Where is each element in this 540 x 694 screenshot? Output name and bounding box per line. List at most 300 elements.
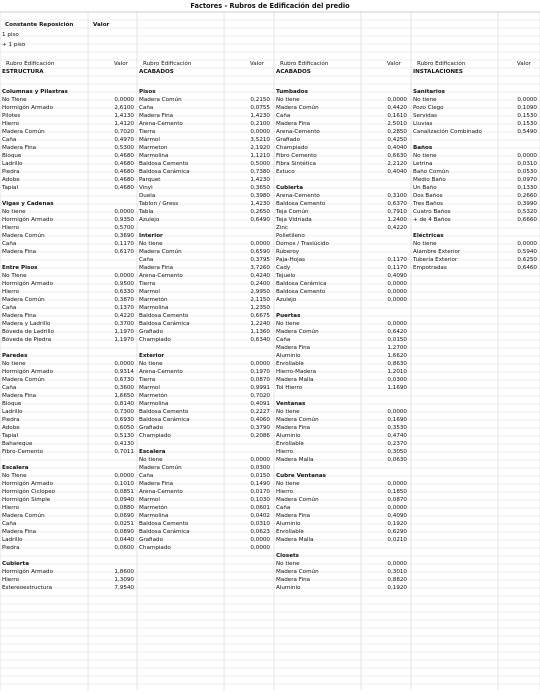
factor-label: Caña	[2, 241, 17, 247]
factor-row	[137, 304, 274, 312]
factor-value: 0,0000	[114, 209, 134, 215]
factor-label: Madera y Ladrillo	[2, 321, 51, 327]
factor-row	[137, 488, 274, 496]
factor-value: 0,0000	[387, 561, 407, 567]
factor-value: 0,2100	[250, 121, 270, 127]
factor-label: Madera Fina	[2, 249, 37, 255]
factor-label: Caña	[139, 105, 154, 111]
factor-label: Polietileno	[276, 233, 305, 239]
factor-label: No Tiene	[2, 273, 27, 279]
factor-value: 0,4420	[387, 105, 407, 111]
factor-row	[0, 568, 137, 576]
factor-label: Baldosa Cerámica	[139, 169, 190, 175]
group-title-label: Escalera	[139, 449, 166, 455]
factor-value: 0,0000	[387, 297, 407, 303]
factor-label: Mármol	[139, 137, 160, 143]
factor-label: Marmetón	[139, 505, 168, 511]
factor-label: Hierro	[276, 489, 294, 495]
factor-value: 0,7300	[114, 409, 134, 415]
factor-value: 0,1690	[387, 417, 407, 423]
factor-value: 0,0000	[250, 545, 270, 551]
factor-value: 0,0870	[387, 497, 407, 503]
factor-row	[411, 160, 540, 168]
factor-label: Fibro Cemento	[276, 153, 317, 159]
factor-value: 0,0210	[387, 537, 407, 543]
factor-row	[274, 96, 411, 104]
column-header	[137, 60, 274, 68]
factor-value: 0,4680	[114, 153, 134, 159]
factor-label: Estereoestructura	[2, 585, 53, 591]
factor-value: 1,1970	[114, 337, 134, 343]
factor-label: Alambre Exterior	[413, 249, 461, 255]
factor-label: Marmolina	[139, 401, 169, 407]
factor-label: Baldosa Cerámica	[276, 281, 327, 287]
column-header-value: Valor	[386, 61, 401, 67]
factor-value: 0,0601	[250, 505, 270, 511]
factor-row	[137, 400, 274, 408]
factor-label: Madera Común	[276, 417, 319, 423]
factor-label: Arena-Cemento	[139, 273, 183, 279]
factor-row	[274, 440, 411, 448]
factor-label: Baldosa Cerámica	[139, 417, 190, 423]
factor-row	[137, 216, 274, 224]
factor-value: 0,3990	[517, 201, 537, 207]
factor-value: 0,4090	[387, 273, 407, 279]
factor-label: Caña	[2, 137, 17, 143]
factor-row	[0, 520, 137, 528]
factor-label: Piedra	[2, 545, 20, 551]
factor-label: Tabla	[139, 209, 154, 215]
factor-value: 0,3795	[250, 257, 270, 263]
factor-row	[274, 232, 411, 240]
factor-value: 0,6290	[387, 529, 407, 535]
factor-value: 0,0000	[114, 273, 134, 279]
factor-label: Lluvias	[413, 121, 433, 127]
section-title	[0, 68, 137, 76]
factor-row	[274, 352, 411, 360]
factor-value: 0,9500	[114, 281, 134, 287]
section-title-label: ACABADOS	[139, 69, 174, 75]
reposicion-header-value: Valor	[93, 22, 110, 28]
factor-label: Madera Común	[2, 233, 45, 239]
factor-value: 0,6590	[250, 249, 270, 255]
factor-label: Madera Fina	[276, 577, 311, 583]
factor-row	[274, 328, 411, 336]
factor-row	[0, 392, 137, 400]
factor-row	[137, 264, 274, 272]
factor-row	[137, 200, 274, 208]
factor-row	[0, 368, 137, 376]
factor-value: 0,0300	[387, 377, 407, 383]
factor-value: 0,2370	[387, 441, 407, 447]
factor-value: 0,7011	[114, 449, 134, 455]
factor-value: 0,0000	[387, 321, 407, 327]
factor-label: Arena-Cemento	[139, 121, 183, 127]
factor-value: 0,2850	[387, 129, 407, 135]
factor-label: Marmolina	[139, 305, 169, 311]
factor-label: Madera Común	[2, 129, 45, 135]
factor-value: 2,5010	[387, 121, 407, 127]
factor-label: Madera Fina	[2, 313, 37, 319]
factor-row	[0, 168, 137, 176]
factor-label: Letrina	[413, 161, 433, 167]
factor-row	[0, 472, 137, 480]
factor-row	[0, 544, 137, 552]
factor-value: 0,6340	[250, 337, 270, 343]
factor-label: No tiene	[276, 97, 300, 103]
factor-value: 0,0000	[114, 97, 134, 103]
factor-label: Parquet	[139, 177, 161, 183]
reposicion-row: 1 piso	[2, 32, 19, 38]
factor-value: 0,8140	[114, 401, 134, 407]
page-title: Factores - Rubros de Edificación del predio	[190, 2, 350, 10]
factor-label: Madera Común	[2, 513, 45, 519]
group-title-label: Vigas y Cadenas	[2, 201, 54, 207]
factor-row	[274, 504, 411, 512]
factor-row	[0, 576, 137, 584]
factor-label: Baldosa Cemento	[139, 313, 189, 319]
factor-row	[411, 104, 540, 112]
factor-row	[137, 360, 274, 368]
factor-row	[274, 536, 411, 544]
factor-value: 0,0000	[387, 289, 407, 295]
factor-label: No tiene	[276, 321, 300, 327]
factor-label: Marmolina	[139, 513, 169, 519]
reposicion-header-label: Constante Reposición	[5, 22, 74, 28]
factor-value: 2,2120	[387, 161, 407, 167]
factor-label: Baldosa Cemento	[139, 521, 189, 527]
factor-label: No Tiene	[2, 473, 27, 479]
factor-label: Un Baño	[413, 185, 437, 191]
group-title-label: Paredes	[2, 353, 28, 359]
factor-row	[0, 408, 137, 416]
factor-row	[274, 384, 411, 392]
factor-label: Madera Fina	[2, 393, 37, 399]
factor-value: 0,2227	[250, 409, 270, 415]
factor-row	[0, 480, 137, 488]
factor-row	[137, 208, 274, 216]
factor-value: 0,0150	[387, 337, 407, 343]
factor-value: 0,6930	[114, 417, 134, 423]
factor-row	[0, 288, 137, 296]
factor-label: Madera Común	[2, 377, 45, 383]
factor-value: 0,0310	[250, 521, 270, 527]
factor-row	[137, 504, 274, 512]
factor-value: 0,4680	[114, 169, 134, 175]
factor-row	[274, 136, 411, 144]
factor-label: Vinyl	[139, 185, 153, 191]
factor-label: Ruberoy	[276, 249, 300, 255]
factor-value: 1,2240	[250, 321, 270, 327]
factor-value: 1,1360	[250, 329, 270, 335]
factor-label: Baldosa Cerámica	[139, 529, 190, 535]
factor-value: 0,4970	[114, 137, 134, 143]
factor-value: 0,0000	[250, 361, 270, 367]
factor-row	[137, 408, 274, 416]
factor-value: 0,1850	[387, 489, 407, 495]
factor-label: Tapial	[2, 433, 19, 439]
factor-label: Hierro	[2, 289, 20, 295]
factor-row	[274, 160, 411, 168]
factor-row	[274, 144, 411, 152]
factor-label: Madera Fina	[139, 113, 174, 119]
factor-label: Baldosa Cemento	[276, 289, 326, 295]
factor-label: Caña	[276, 337, 291, 343]
factor-label: Madera Fina	[2, 145, 37, 151]
factor-label: Madera Malla	[276, 457, 314, 463]
factor-row	[137, 464, 274, 472]
factor-label: No tiene	[139, 241, 163, 247]
factor-label: Domos / Traslúcido	[276, 241, 329, 247]
factor-row	[411, 264, 540, 272]
factor-row	[0, 304, 137, 312]
factor-row	[137, 480, 274, 488]
factor-row	[137, 96, 274, 104]
factor-value: 1,6620	[387, 353, 407, 359]
factor-column	[274, 0, 411, 694]
factor-value: 0,7380	[250, 169, 270, 175]
group-title	[411, 144, 540, 152]
group-title-label: Eléctricas	[413, 233, 444, 239]
factor-label: Ladrillo	[2, 409, 23, 415]
factor-label: Baldosa Cemento	[139, 409, 189, 415]
factor-value: 0,5700	[114, 225, 134, 231]
factor-row	[137, 368, 274, 376]
factor-value: 0,4680	[114, 177, 134, 183]
factor-value: 0,4060	[250, 417, 270, 423]
factor-row	[274, 104, 411, 112]
factor-value: 0,4090	[387, 513, 407, 519]
group-title-label: Cubierta	[276, 185, 304, 191]
factor-value: 0,0000	[387, 97, 407, 103]
factor-row	[137, 392, 274, 400]
factor-row	[137, 496, 274, 504]
column-header	[0, 60, 137, 68]
factor-row	[274, 296, 411, 304]
factor-row	[137, 128, 274, 136]
factor-row	[274, 576, 411, 584]
factor-label: Tierra	[139, 377, 156, 383]
column-header-label: Rubro Edificación	[417, 61, 466, 67]
section-title	[274, 68, 411, 76]
factor-label: Hormigón Armado	[2, 481, 54, 487]
factor-value: 0,3600	[114, 385, 134, 391]
factor-value: 0,4680	[114, 161, 134, 167]
factor-row	[0, 584, 137, 592]
section-title-label: ACABADOS	[276, 69, 311, 75]
factor-row	[137, 384, 274, 392]
factor-value: 0,5490	[517, 129, 537, 135]
factor-value: 0,5000	[250, 161, 270, 167]
factor-row	[274, 280, 411, 288]
column-header-label: Rubro Edificación	[280, 61, 329, 67]
factor-label: Hormigón Armado	[2, 281, 54, 287]
factor-value: 0,6050	[114, 425, 134, 431]
factor-value: 1,4230	[250, 177, 270, 183]
factor-label: Grafiado	[139, 537, 163, 543]
factor-label: Caña	[2, 521, 17, 527]
factor-value: 0,6630	[387, 153, 407, 159]
factor-row	[0, 336, 137, 344]
column-header	[274, 60, 411, 68]
section-title	[411, 68, 540, 76]
factor-value: 0,1370	[114, 305, 134, 311]
factor-label: Duela	[139, 193, 156, 199]
factor-label: Madera Fina	[139, 265, 174, 271]
factor-row	[274, 376, 411, 384]
factor-row	[0, 360, 137, 368]
factor-row	[137, 136, 274, 144]
factor-row	[274, 200, 411, 208]
column-header	[411, 60, 540, 68]
factor-row	[411, 120, 540, 128]
factor-row	[137, 520, 274, 528]
factor-row	[0, 144, 137, 152]
factor-label: Enrollable	[276, 441, 304, 447]
factor-value: 0,0251	[114, 521, 134, 527]
factor-value: 0,4250	[387, 137, 407, 143]
factor-label: Zinc	[276, 225, 289, 231]
factor-row	[0, 128, 137, 136]
column-header-value: Valor	[516, 61, 531, 67]
factor-row	[0, 328, 137, 336]
factor-label: Bóveda de Ladrillo	[2, 329, 55, 335]
factor-value: 0,1530	[517, 121, 537, 127]
factor-row	[137, 312, 274, 320]
factor-value: 0,4091	[250, 401, 270, 407]
factor-value: 0,0880	[114, 505, 134, 511]
factor-row	[0, 240, 137, 248]
factor-label: Arena-Cemento	[276, 193, 320, 199]
factor-label: Madera Fina	[276, 513, 311, 519]
factor-value: 0,0755	[250, 105, 270, 111]
factor-row	[274, 360, 411, 368]
factor-label: No tiene	[2, 209, 26, 215]
factor-row	[137, 544, 274, 552]
factor-row	[411, 200, 540, 208]
factor-label: Grafiado	[139, 329, 163, 335]
factor-label: Ladrillo	[2, 537, 23, 543]
factor-label: Caña	[139, 473, 154, 479]
factor-label: Hierro	[2, 121, 20, 127]
factor-row	[137, 240, 274, 248]
factor-label: Arena-Cemento	[139, 369, 183, 375]
factor-value: 1,4230	[250, 201, 270, 207]
factor-row	[274, 520, 411, 528]
factor-row	[411, 176, 540, 184]
factor-label: No tiene	[413, 241, 437, 247]
factor-value: 0,0150	[250, 473, 270, 479]
factor-row	[0, 424, 137, 432]
factor-label: Champiado	[276, 145, 308, 151]
factor-value: 0,3100	[387, 193, 407, 199]
factor-value: 2,1920	[250, 145, 270, 151]
factor-label: Marmeton	[139, 145, 168, 151]
factor-label: Servidas	[413, 113, 438, 119]
factor-value: 0,0890	[114, 529, 134, 535]
factor-value: 1,4120	[114, 121, 134, 127]
group-title-label: Baños	[413, 145, 433, 151]
factor-value: 3,7260	[250, 265, 270, 271]
factor-label: Marmetón	[139, 297, 168, 303]
factor-value: 0,0851	[114, 489, 134, 495]
factor-row	[274, 560, 411, 568]
reposicion-row: + 1 piso	[2, 42, 26, 48]
factor-row	[411, 96, 540, 104]
factor-row	[411, 208, 540, 216]
factor-value: 0,0940	[114, 497, 134, 503]
factor-value: 0,6250	[517, 257, 537, 263]
factor-row	[274, 272, 411, 280]
factor-label: Adobe	[2, 177, 20, 183]
factor-row	[0, 320, 137, 328]
factor-value: 0,1490	[250, 481, 270, 487]
factor-label: Hormigón Simple	[2, 497, 51, 503]
factor-row	[0, 496, 137, 504]
factor-value: 0,0600	[114, 545, 134, 551]
factor-row	[0, 312, 137, 320]
factor-row	[274, 448, 411, 456]
factor-value: 0,0402	[250, 513, 270, 519]
factor-value: 0,0440	[114, 537, 134, 543]
factor-row	[137, 472, 274, 480]
factor-value: 0,4130	[114, 441, 134, 447]
factor-value: 0,4040	[387, 169, 407, 175]
factor-row	[137, 512, 274, 520]
factor-row	[137, 192, 274, 200]
factor-label: Madera Común	[276, 105, 319, 111]
factor-value: 0,9350	[114, 217, 134, 223]
factor-value: 0,1170	[387, 257, 407, 263]
factor-value: 0,3980	[250, 193, 270, 199]
factor-label: Tierra	[139, 129, 156, 135]
factor-value: 0,3700	[114, 321, 134, 327]
factor-value: 0,3530	[387, 425, 407, 431]
factor-value: 3,5210	[250, 137, 270, 143]
factor-label: Teja Vidriada	[276, 217, 312, 223]
factor-row	[0, 280, 137, 288]
factor-value: 0,0690	[114, 513, 134, 519]
group-title-label: Sanitarios	[413, 89, 446, 95]
factor-label: No tiene	[276, 561, 300, 567]
factor-label: Marmetón	[139, 393, 168, 399]
factor-row	[137, 320, 274, 328]
factor-label: Enrollable	[276, 529, 304, 535]
factor-value: 0,0000	[517, 153, 537, 159]
factor-label: Caña	[139, 257, 154, 263]
factor-row	[0, 160, 137, 168]
factor-row	[0, 224, 137, 232]
factor-label: Tol Hierro	[276, 385, 303, 391]
factor-row	[137, 456, 274, 464]
factor-row	[0, 232, 137, 240]
factor-value: 0,2150	[250, 97, 270, 103]
factor-value: 0,3870	[114, 297, 134, 303]
column-header-label: Rubro Edificación	[6, 61, 55, 67]
factor-label: Tejuelo	[276, 273, 296, 279]
factor-row	[137, 256, 274, 264]
factor-row	[274, 368, 411, 376]
group-title-label: Puertas	[276, 313, 301, 319]
group-title-label: Escalera	[2, 465, 29, 471]
factor-row	[137, 248, 274, 256]
factor-label: Hormigón Armado	[2, 105, 54, 111]
factor-value: 0,5130	[114, 433, 134, 439]
factor-value: 0,3650	[250, 185, 270, 191]
factor-label: Bóveda de Piedra	[2, 337, 52, 343]
factor-value: 0,1170	[387, 265, 407, 271]
factor-value: 1,4230	[250, 113, 270, 119]
